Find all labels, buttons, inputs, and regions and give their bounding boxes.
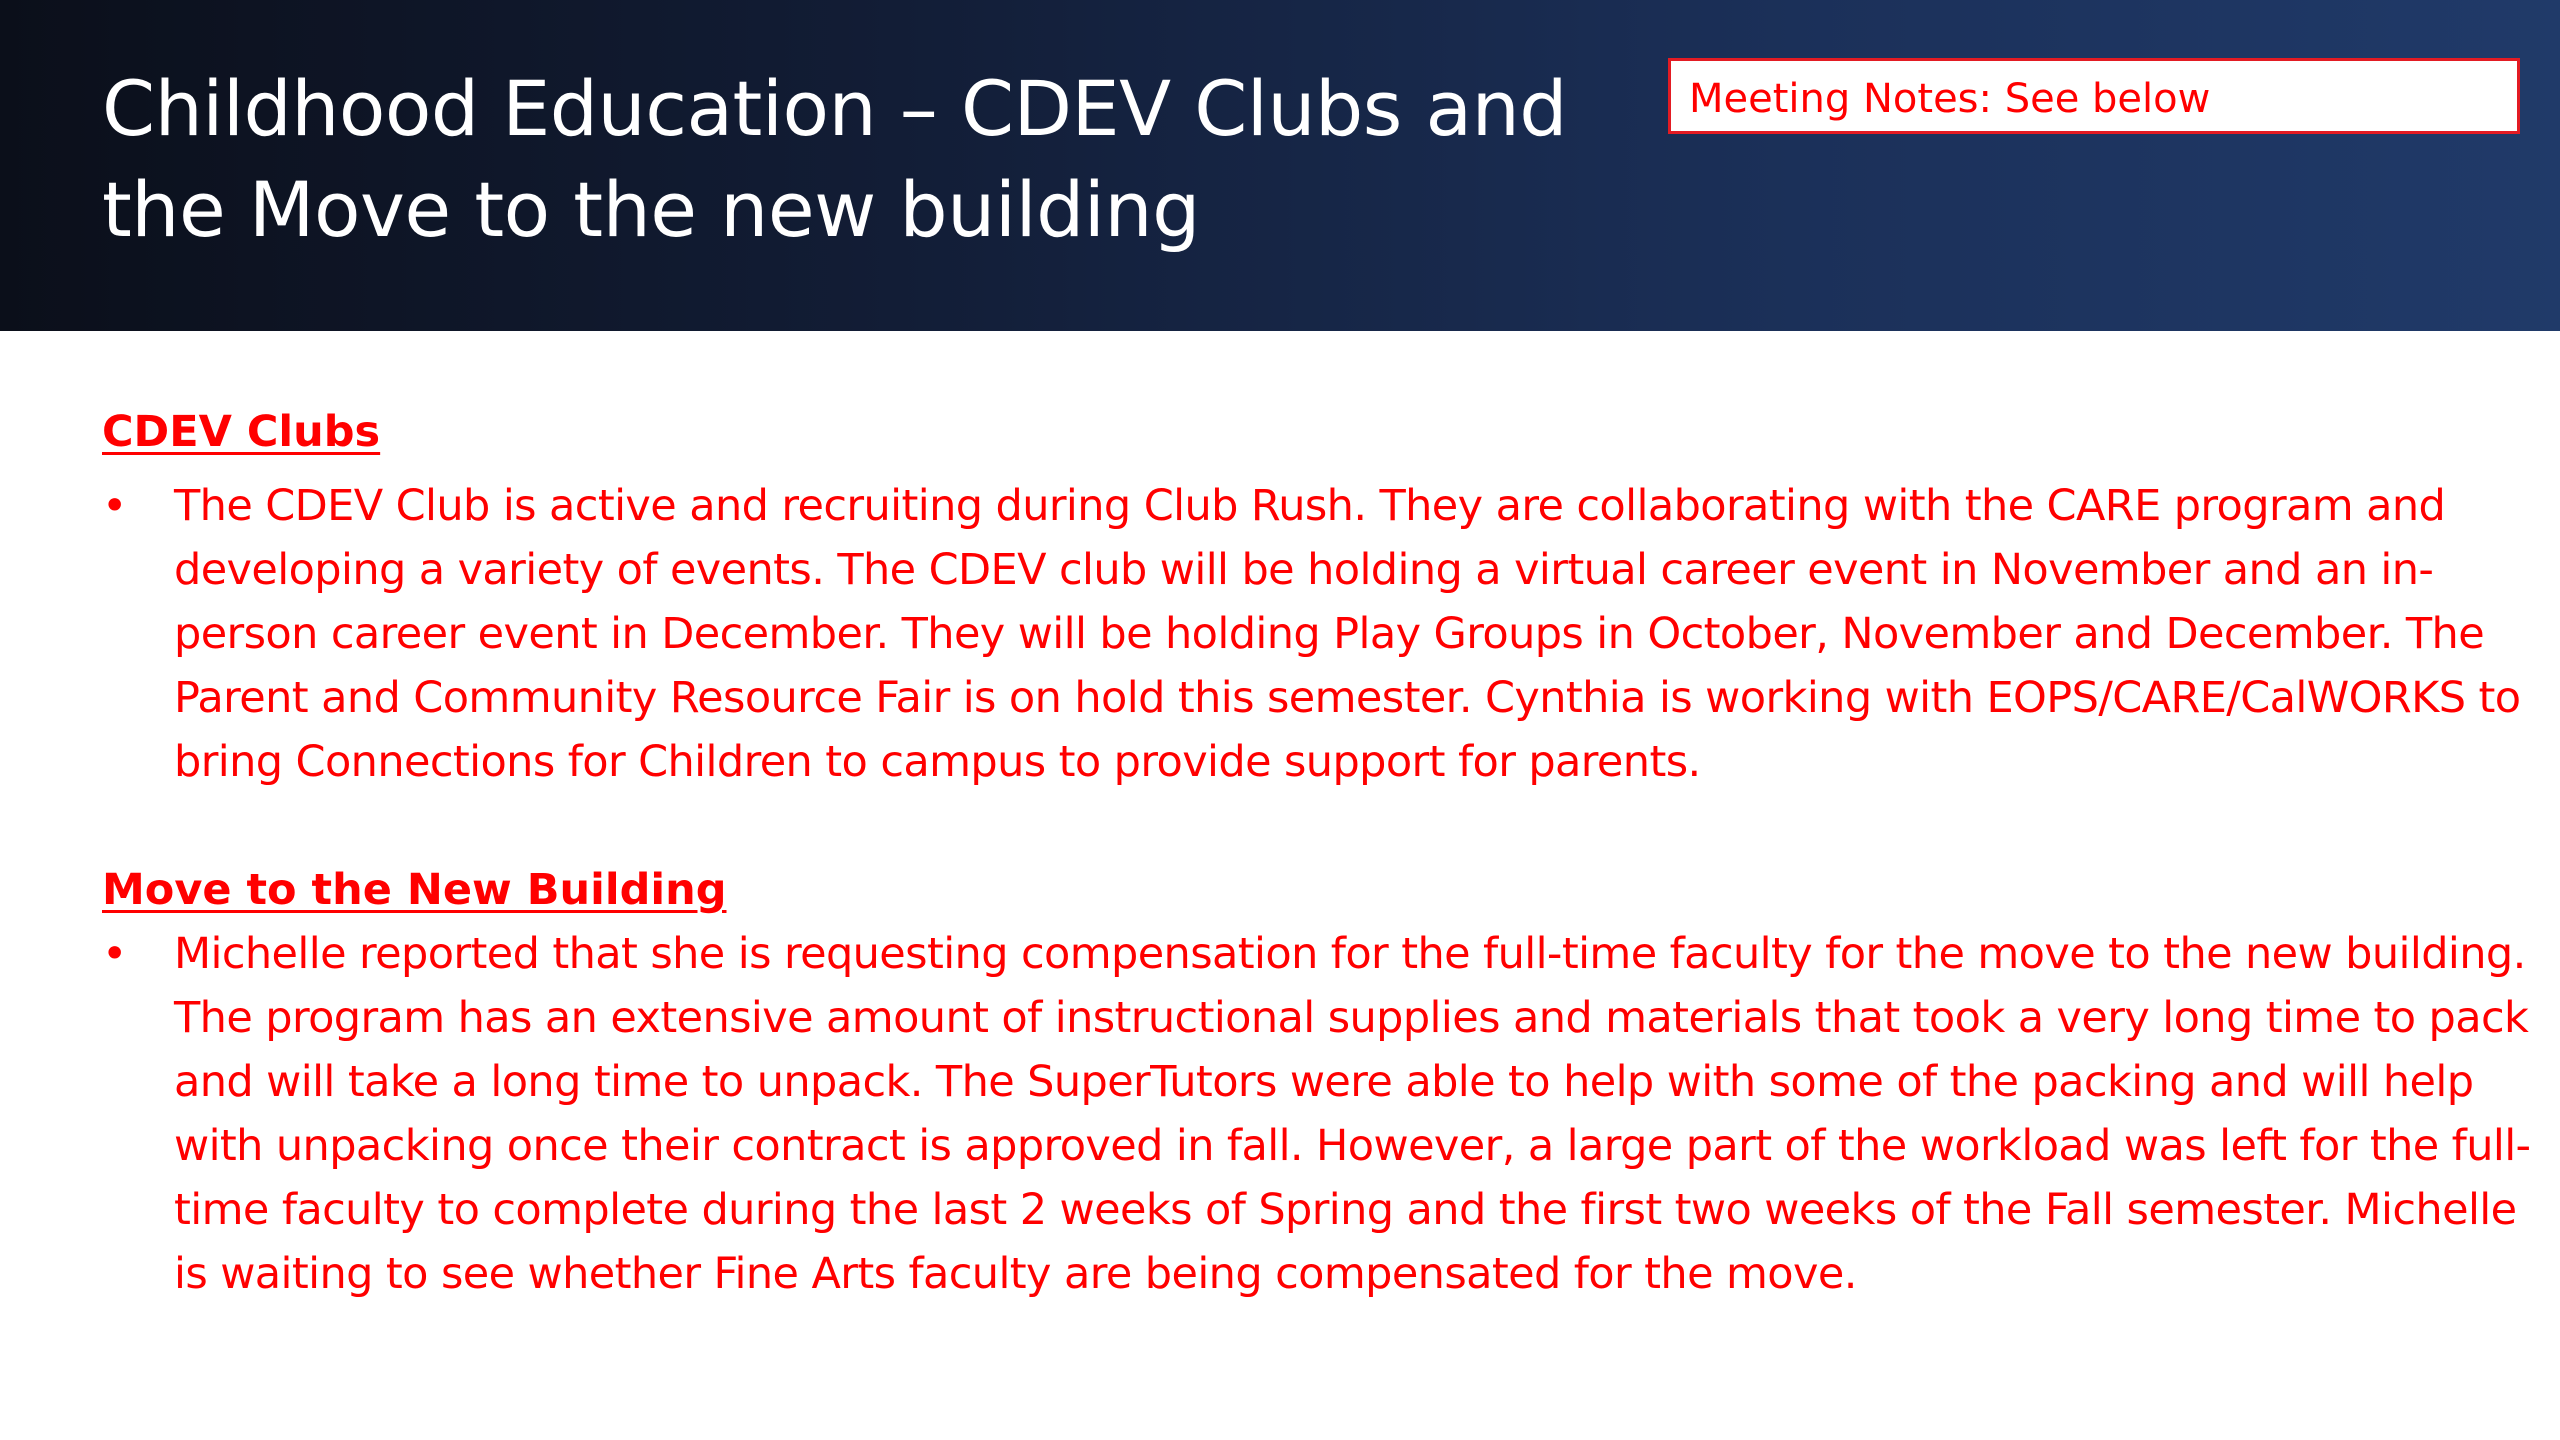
bullet-icon: •: [102, 929, 127, 979]
slide-body: [102, 400, 2531, 1306]
slide-title: Childhood Education – CDEV Clubs and the Move to the new building: [102, 64, 1568, 254]
bullet-text: Michelle reported that she is requesting compensation for the full-time faculty for the move to the new building. The program has an extensive amount of instructional supplies and materials that took a very long time to pack and will take a long time to unpack. The SuperTutors were able to help with some of the packing and will help with unpacking once their contract is approved in fall. However, a large part of the workload was left for the full-time faculty to complete during the last 2 weeks of Spring and the first two weeks of the Fall semester. Michelle is waiting to see whether Fine Arts faculty are being compensated for the move.: [174, 929, 2531, 1299]
bullet-text: The CDEV Club is active and recruiting during Club Rush. They are collaborating with the CARE program and developing a variety of events. The CDEV club will be holding a virtual career event in November and an in-person career event in December. They will be holding Play Groups in October, November and December. The Parent and Community Resource Fair is on hold this semester. Cynthia is working with EOPS/CARE/CalWORKS to bring Connections for Children to campus to provide support for parents.: [174, 481, 2521, 787]
section-cdev-clubs: [102, 400, 2521, 794]
bullet-item: [102, 474, 2554, 794]
bullet-item: [102, 922, 2554, 1306]
meeting-notes-callout: Meeting Notes: See below: [1668, 58, 2520, 134]
bullet-icon: •: [102, 481, 127, 531]
slide-header: [0, 0, 2560, 331]
section-move-to-new-building: [102, 858, 2531, 1306]
section-heading: Move to the New Building: [102, 865, 727, 915]
section-heading: CDEV Clubs: [102, 407, 381, 457]
